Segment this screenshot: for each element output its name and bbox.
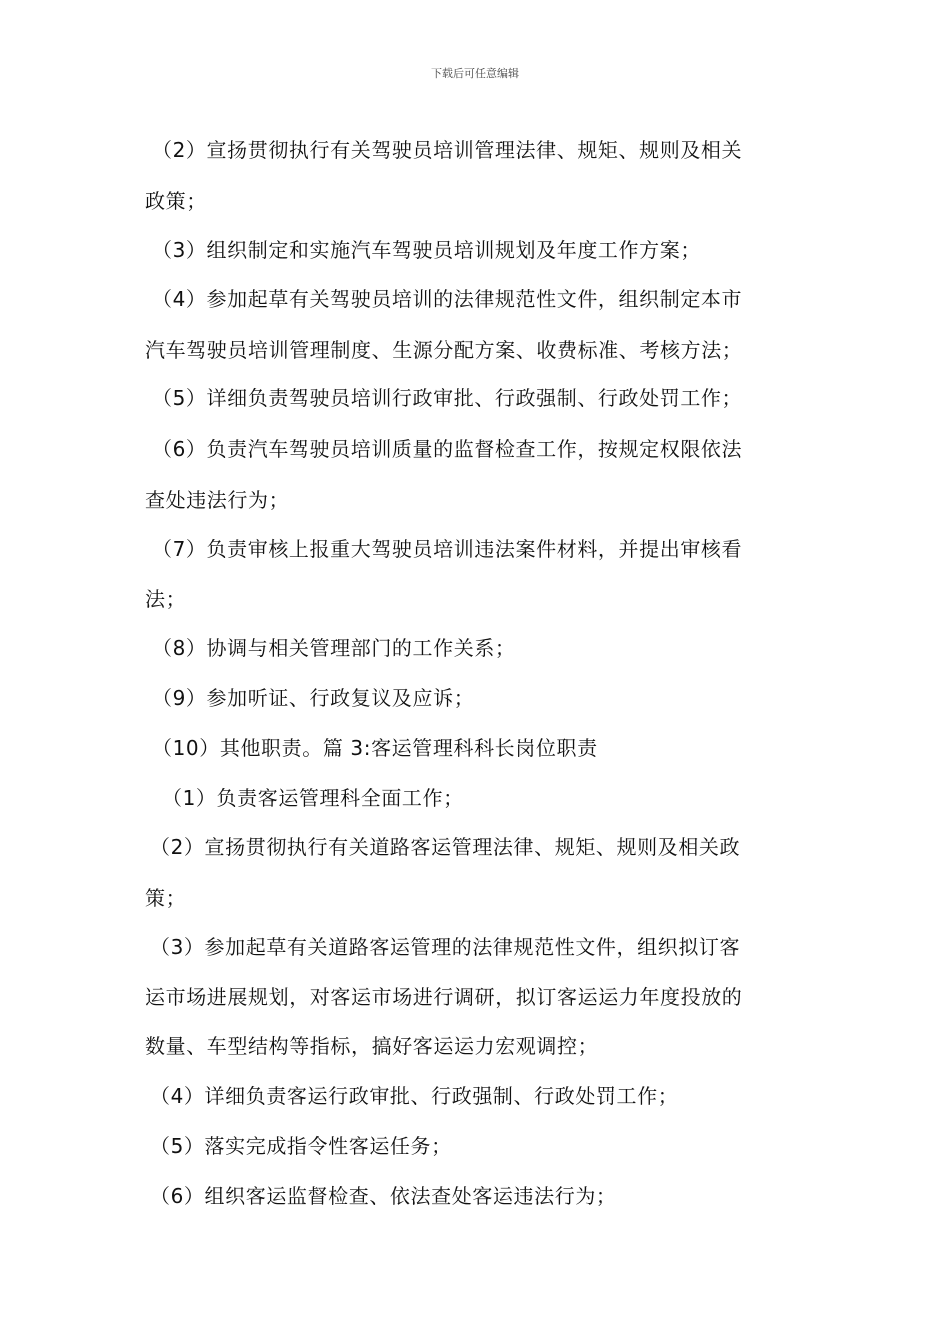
paragraph-line: （4）详细负责客运行政审批、行政强制、行政处罚工作；	[150, 1084, 679, 1108]
paragraph-line: 汽车驾驶员培训管理制度、生源分配方案、收费标准、考核方法；	[145, 338, 743, 362]
paragraph-line: （5）详细负责驾驶员培训行政审批、行政强制、行政处罚工作；	[152, 386, 743, 410]
paragraph-line: 数量、车型结构等指标，搞好客运运力宏观调控；	[145, 1034, 599, 1058]
page-header: 下载后可任意编辑	[431, 67, 519, 80]
paragraph-line: （3）组织制定和实施汽车驾驶员培训规划及年度工作方案；	[152, 238, 701, 262]
paragraph-line: 运市场进展规划，对客运市场进行调研，拟订客运运力年度投放的	[145, 985, 743, 1009]
paragraph-line: （9）参加听证、行政复议及应诉；	[152, 686, 475, 710]
paragraph-line: （10）其他职责。篇 3:客运管理科科长岗位职责	[152, 736, 598, 760]
paragraph-line: （1）负责客运管理科全面工作；	[162, 786, 464, 810]
paragraph-line: （7）负责审核上报重大驾驶员培训违法案件材料，并提出审核看	[152, 537, 743, 561]
paragraph-line: （3）参加起草有关道路客运管理的法律规范性文件，组织拟订客	[150, 935, 741, 959]
paragraph-line: 策；	[145, 886, 187, 910]
paragraph-line: 政策；	[145, 189, 207, 213]
paragraph-line: 查处违法行为；	[145, 488, 290, 512]
paragraph-line: （6）负责汽车驾驶员培训质量的监督检查工作，按规定权限依法	[152, 437, 743, 461]
paragraph-line: （8）协调与相关管理部门的工作关系；	[152, 636, 516, 660]
paragraph-line: （5）落实完成指令性客运任务；	[150, 1134, 452, 1158]
paragraph-line: （4）参加起草有关驾驶员培训的法律规范性文件，组织制定本市	[152, 287, 743, 311]
paragraph-line: （2）宣扬贯彻执行有关驾驶员培训管理法律、规矩、规则及相关	[152, 138, 743, 162]
paragraph-line: 法；	[145, 587, 187, 611]
paragraph-line: （2）宣扬贯彻执行有关道路客运管理法律、规矩、规则及相关政	[150, 835, 741, 859]
paragraph-line: （6）组织客运监督检查、依法查处客运违法行为；	[150, 1184, 617, 1208]
